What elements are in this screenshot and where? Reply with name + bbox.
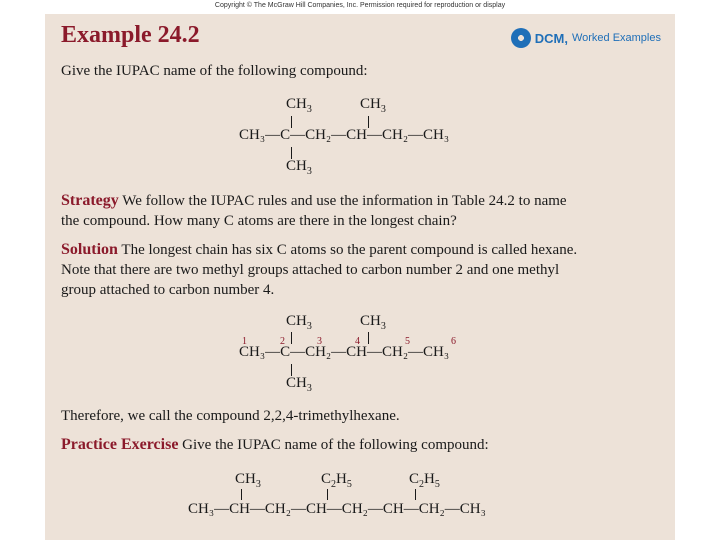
question-prompt: Give the IUPAC name of the following compound: — [61, 63, 368, 79]
solution-line-1: Solution The longest chain has six C atoms so the parent compound is called hexane. — [61, 241, 578, 258]
s3-bond-3 — [415, 489, 416, 500]
s3-sub-1: $CH_3$ — [235, 471, 261, 490]
carbon-number-1: 1 — [242, 336, 247, 347]
s2-bottom: $CH_3$ — [286, 375, 312, 394]
s2-main-chain: CH₃—C—CH₂—CH—CH₂—CH₃ — [239, 344, 450, 360]
s1-top-left: $CH_3$ — [286, 96, 312, 115]
solution-line-2: Note that there are two methyl groups attached to carbon number 2 and one methyl — [61, 262, 560, 278]
s3-bond-1 — [241, 489, 242, 500]
s3-sub-2: $C_2H_5$ — [321, 471, 352, 490]
copyright-notice: Copyright © The McGraw Hill Companies, Inc. Permission required for reproduction or display — [214, 2, 506, 9]
carbon-number-4: 4 — [355, 336, 360, 347]
s3-sub-3: $C_2H_5$ — [409, 471, 440, 490]
strategy-label: Strategy — [61, 192, 119, 209]
conclusion-text: Therefore, we call the compound 2,2,4-trimethylhexane. — [61, 408, 400, 424]
s1-main-chain: CH₃—C—CH₂—CH—CH₂—CH₃ — [239, 127, 450, 143]
carbon-number-2: 2 — [280, 336, 285, 347]
example-title: Example 24.2 — [61, 22, 200, 48]
s2-bond-top-right — [368, 332, 369, 344]
s1-bottom: $CH_3$ — [286, 158, 312, 177]
s1-top-right: $CH_3$ — [360, 96, 386, 115]
slide — [45, 14, 675, 540]
s3-bond-2 — [327, 489, 328, 500]
strategy-line-2: the compound. How many C atoms are there in the longest chain? — [61, 213, 457, 229]
logo-brand: DCM, — [534, 30, 568, 46]
practice-line: Practice Exercise Give the IUPAC name of the following compound: — [61, 436, 489, 453]
s3-main-chain: CH₃—CH—CH₂—CH—CH₂—CH—CH₂—CH₃ — [188, 501, 486, 517]
s2-top-left: $CH_3$ — [286, 313, 312, 332]
solution-line-3: group attached to carbon number 4. — [61, 282, 275, 298]
s2-bond-top-left — [291, 332, 292, 344]
cd-icon — [511, 28, 531, 48]
carbon-number-5: 5 — [405, 336, 410, 347]
logo-text: Worked Examples — [571, 32, 661, 44]
s2-top-right: $CH_3$ — [360, 313, 386, 332]
carbon-number-3: 3 — [317, 336, 322, 347]
strategy-line-1: Strategy We follow the IUPAC rules and use the information in Table 24.2 to name — [61, 192, 567, 209]
dcm-logo[interactable] — [511, 28, 661, 48]
carbon-number-6: 6 — [451, 336, 456, 347]
practice-label: Practice Exercise — [61, 436, 179, 453]
solution-label: Solution — [61, 241, 118, 258]
